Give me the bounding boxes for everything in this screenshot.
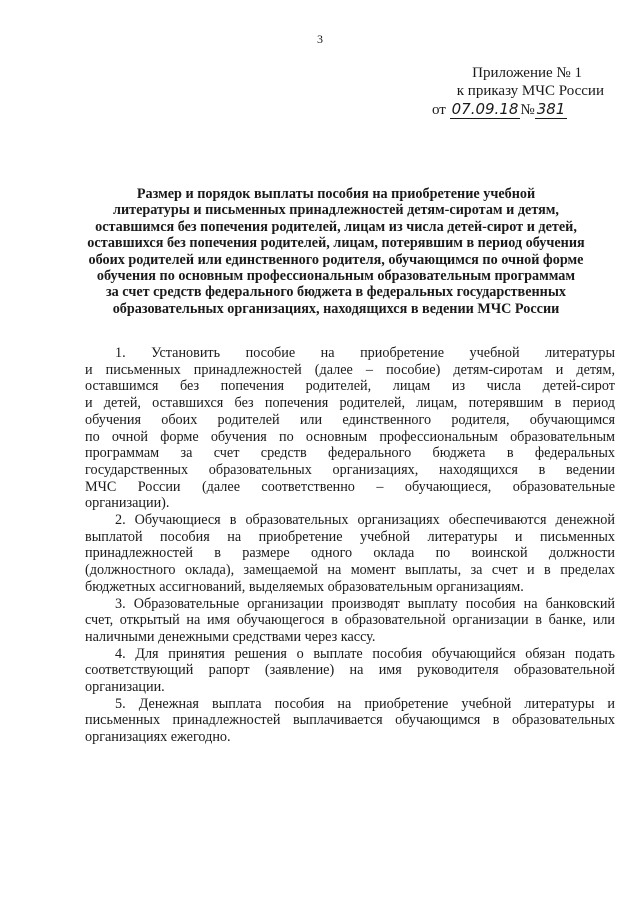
text-line: бюджетных ассигнований, выделяемых образовательным организациям. [85,578,524,595]
text-line: счет, открытый на имя обучающегося в образовательной организации в банке, или [85,612,615,629]
title-line: обоих родителей или единственного родителя, обучающимся по очной форме [88,251,584,268]
text-line: по очной форме обучения по основным профессиональным образовательным [85,428,615,445]
appendix-block [404,64,604,119]
appendix-date-line [404,100,604,119]
title-line: образовательных организациях, находящихся в ведении МЧС России [112,300,560,317]
text-line: обучения обоих родителей или единственного родителя, обучающимся [85,411,615,428]
appendix-order-ref: к приказу МЧС России [456,83,604,99]
handwritten-date: 07.09.18 [451,100,519,118]
document-title [80,186,592,317]
handwritten-number: 381 [536,100,566,118]
text-line: выплатой пособия на приобретение учебной литературы и письменных [85,528,615,545]
title-line: за счет средств федерального бюджета в федеральных государственных [105,284,567,301]
text-line: и детей, оставшихся без попечения родителей, лицам, потерявшим в период [85,395,615,412]
date-prefix: от [432,102,446,118]
text-line: государственных образовательных организациях, находящихся в ведении [85,461,615,478]
title-line: литературы и письменных принадлежностей детям-сиротам и детям, [113,202,559,219]
text-line: МЧС России (далее соответственно – обучающиеся, образовательные [85,478,615,495]
text-line: 3. Образовательные организации производят выплату пособия на банковский [115,595,615,612]
paragraph-1 [85,345,615,512]
document-body [85,345,615,746]
text-line: и письменных принадлежностей (далее – пособие) детям-сиротам и детям, [85,361,615,378]
title-line: Размер и порядок выплаты пособия на приобретение учебной [136,186,536,202]
number-prefix: № [520,102,535,118]
text-line: 4. Для принятия решения о выплате пособия обучающийся обязан подать [115,645,615,662]
paragraph-5 [85,696,615,746]
appendix-title: Приложение № 1 [472,65,582,81]
text-line: соответствующий рапорт (заявление) на имя руководителя образовательной [85,662,615,679]
paragraph-4 [85,646,615,696]
text-line: наличными денежными средствами через кассу. [85,628,376,645]
text-line: принадлежностей в размере одного оклада по воинской должности [85,545,615,562]
text-line: (должностного оклада), замещаемой на момент выплаты, за счет и в пределах [85,562,615,579]
title-line: оставшимся без попечения родителей, лицам из числа детей-сирот и детей, [95,218,577,235]
title-line: обучения по основным профессиональным образовательным программам [96,268,576,285]
paragraph-2 [85,512,615,596]
text-line: письменных принадлежностей выплачивается обучающимся в образовательных [85,712,615,729]
text-line: 1. Установить пособие на приобретение учебной литературы [115,345,615,361]
text-line: программам за счет средств федерального бюджета в федеральных [85,445,615,462]
text-line: 5. Денежная выплата пособия на приобретение учебной литературы и [115,695,615,712]
text-line: оставшимся без попечения родителей, лицам из числа детей-сирот [85,378,615,395]
text-line: 2. Обучающиеся в образовательных организациях обеспечиваются денежной [115,512,615,529]
paragraph-3 [85,596,615,646]
page-number: 3 [317,32,323,46]
text-line: организации. [85,679,165,696]
title-line: оставшихся без попечения родителей, лицам, потерявшим в период обучения [87,235,585,252]
text-line: организациях ежегодно. [85,729,231,746]
text-line: организации). [85,495,170,512]
